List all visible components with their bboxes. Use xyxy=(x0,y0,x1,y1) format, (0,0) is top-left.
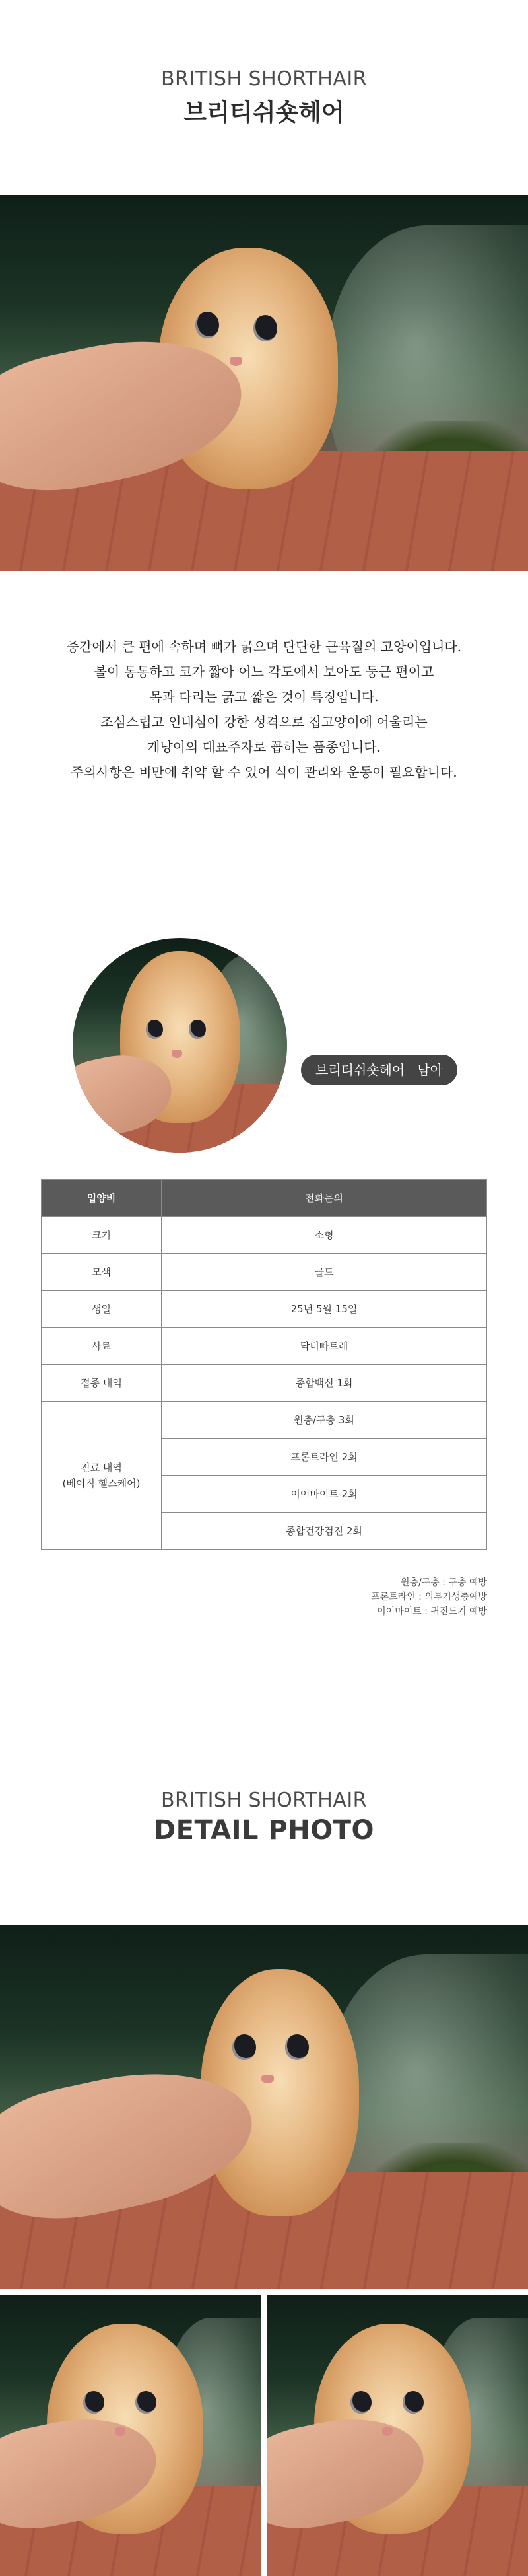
care-item: 이어마이트 2회 xyxy=(162,1476,487,1513)
table-row xyxy=(42,1328,487,1365)
care-history-title: 진료 내역 xyxy=(81,1461,122,1474)
breed-gender-badge: 브리티쉬숏헤어 남아 xyxy=(301,1055,457,1085)
table-row xyxy=(42,1365,487,1402)
care-item: 원충/구충 3회 xyxy=(162,1402,487,1439)
row-value: 골드 xyxy=(162,1254,487,1291)
note-line: 프론트라인 : 외부기생충예방 xyxy=(371,1592,487,1602)
description-line: 중간에서 큰 편에 속하며 뼈가 굵으며 단단한 근육질의 고양이입니다. xyxy=(66,639,462,655)
breed-eyebrow: BRITISH SHORTHAIR xyxy=(160,67,368,90)
detail-title: DETAIL PHOTO xyxy=(153,1815,375,1845)
row-key: 크기 xyxy=(42,1217,162,1254)
row-key: 사료 xyxy=(42,1328,162,1365)
row-key: 모색 xyxy=(42,1254,162,1291)
table-row xyxy=(42,1402,487,1439)
description-line: 주의사항은 비만에 취약 할 수 있어 식이 관리와 운동이 필요합니다. xyxy=(71,764,457,780)
care-history-subtitle: (베이직 헬스케어) xyxy=(62,1477,141,1489)
breed-title: 브리티쉬숏헤어 xyxy=(183,99,345,126)
table-row xyxy=(42,1217,487,1254)
row-value: 닥터빠트레 xyxy=(162,1328,487,1365)
note-line: 이어마이트 : 귀진드기 예방 xyxy=(377,1606,487,1617)
table-row xyxy=(42,1291,487,1328)
detail-photo-right xyxy=(267,2295,528,2576)
detail-photo-left xyxy=(0,2295,261,2576)
profile-kitten-photo xyxy=(73,938,287,1153)
breed-description xyxy=(0,634,528,785)
detail-eyebrow: BRITISH SHORTHAIR xyxy=(160,1789,368,1812)
care-item: 종합건강검진 2회 xyxy=(162,1513,487,1550)
description-line: 목과 다리는 굵고 짧은 것이 특징입니다. xyxy=(149,689,379,705)
note-line: 원충/구충 : 구충 예방 xyxy=(401,1577,487,1588)
description-line: 조심스럽고 인내심이 강한 성격으로 집고양이에 어울리는 xyxy=(100,714,428,730)
table-row xyxy=(42,1254,487,1291)
care-notes xyxy=(371,1575,487,1619)
row-key: 접종 내역 xyxy=(42,1365,162,1402)
row-value: 25년 5월 15일 xyxy=(162,1291,487,1328)
care-item: 프론트라인 2회 xyxy=(162,1439,487,1476)
adoption-fee-label: 입양비 xyxy=(42,1180,162,1217)
row-value: 종합백신 1회 xyxy=(162,1365,487,1402)
row-key: 생일 xyxy=(42,1291,162,1328)
hero-kitten-photo xyxy=(0,195,528,571)
detail-photo-large xyxy=(0,1925,528,2289)
description-line: 볼이 통통하고 코가 짧아 어느 각도에서 보아도 둥근 편이고 xyxy=(94,664,434,680)
description-line: 개냥이의 대표주자로 꼽히는 품종입니다. xyxy=(147,739,381,755)
care-history-label xyxy=(42,1402,162,1550)
adoption-fee-value: 전화문의 xyxy=(162,1180,487,1217)
row-value: 소형 xyxy=(162,1217,487,1254)
info-table xyxy=(41,1179,487,1550)
table-header-row xyxy=(42,1180,487,1217)
